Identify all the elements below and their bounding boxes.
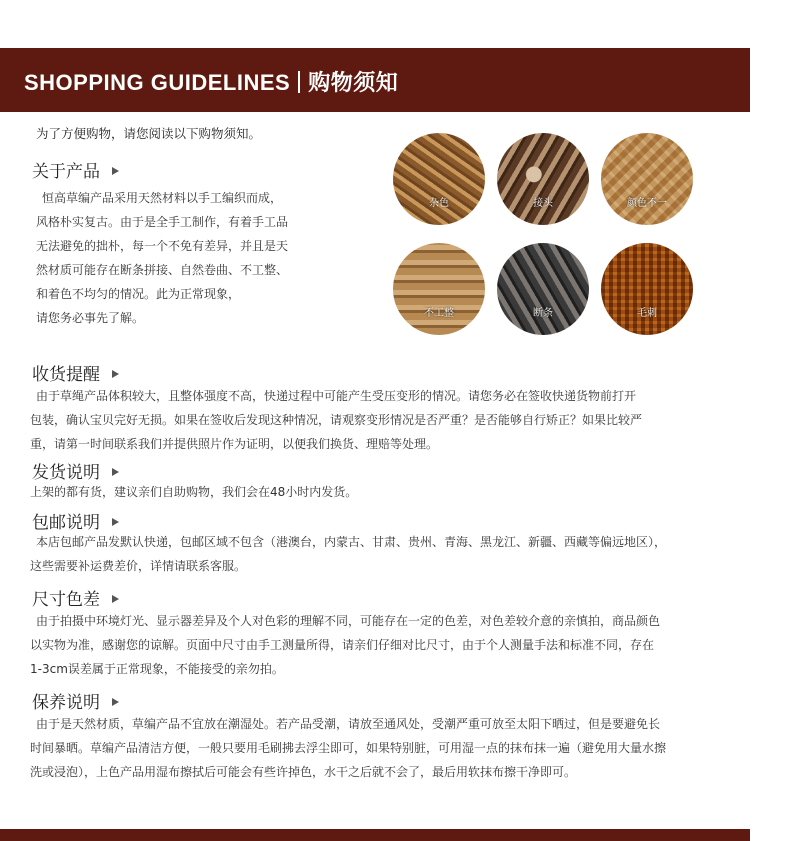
heading-receiving-label: 收货提醒 [32,365,100,385]
thumbnail-label: 毛刺 [637,308,657,319]
receiving-paragraph [30,384,642,456]
arrow-right-icon [112,595,119,603]
receiving-line: 包装，确认宝贝完好无损。如果在签收后发现这种情况，请观察变形情况是否严重？是否能够自行矫正？如果比较严 [30,413,643,427]
care-paragraph [30,712,666,784]
footer-bar [0,829,750,841]
heading-care-label: 保养说明 [32,693,100,713]
thumbnail-uneven-color [601,133,693,225]
about-line: 无法避免的拙朴，每一个不免有差异，并且是天 [36,239,289,253]
heading-about [32,157,119,182]
size-color-paragraph [30,609,660,681]
thumbnail-joint [497,133,589,225]
shipping-line: 上架的都有货，建议亲们自助购物，我们会在48小时内发货。 [30,485,358,499]
arrow-right-icon [112,468,119,476]
about-line: 风格朴实复古。由于是全手工制作，有着手工品 [36,215,289,229]
thumbnail-broken-strand [497,243,589,335]
header-banner [0,48,750,112]
about-line: 然材质可能存在断条拼接、自然卷曲、不工整、 [36,263,289,277]
size-color-line: 1-3cm误差属于正常现象，不能接受的亲勿拍。 [30,662,284,676]
banner-divider [298,71,300,93]
free-shipping-paragraph [30,530,666,578]
size-color-line: 由于拍摄中环境灯光、显示器差异及个人对色彩的理解不同，可能存在一定的色差，对色差较介意的亲慎拍，商品颜色 [36,614,661,628]
heading-about-label: 关于产品 [32,162,100,182]
care-line: 由于是天然材质，草编产品不宜放在潮湿处。若产品受潮，请放至通风处，受潮严重可放至太阳下晒过，但是要避免长 [36,717,661,731]
size-color-line: 以实物为准，感谢您的谅解。页面中尺寸由手工测量所得，请亲们仔细对比尺寸，由于个人测量手法和标准不同，存在 [30,638,655,652]
thumbnail-label: 不工整 [424,308,454,319]
arrow-right-icon [112,167,119,175]
about-paragraph [36,186,288,330]
thumbnail-label: 颜色不一 [627,198,667,209]
thumbnail-irregular [393,243,485,335]
thumbnail-burr [601,243,693,335]
banner-title [24,66,398,97]
arrow-right-icon [112,518,119,526]
arrow-right-icon [112,370,119,378]
receiving-line: 由于草绳产品体积较大，且整体强度不高，快递过程中可能产生受压变形的情况。请您务必在签收快递货物前打开 [36,389,637,403]
heading-free-shipping-label: 包邮说明 [32,513,100,533]
intro-text: 为了方便购物，请您阅读以下购物须知。 [36,126,262,141]
free-shipping-line: 本店包邮产品发默认快递，包邮区域不包含（港澳台，内蒙古、甘肃、贵州、青海、黑龙江、新疆、西藏等偏远地区）， [36,535,667,549]
about-line: 请您务必事先了解。 [36,311,145,325]
thumbnail-mixed-color [393,133,485,225]
care-line: 洗或浸泡），上色产品用湿布擦拭后可能会有些许掉色，水干之后就不会了，最后用软抹布擦干净即可。 [30,765,577,779]
thumbnail-label: 杂色 [429,198,449,209]
heading-size-color [32,585,119,610]
shipping-paragraph [30,480,357,504]
arrow-right-icon [112,698,119,706]
heading-size-color-label: 尺寸色差 [32,590,100,610]
free-shipping-line: 这些需要补运费差价，详情请联系客服。 [30,559,247,573]
heading-care [32,688,119,713]
heading-receiving [32,360,119,385]
banner-title-en: SHOPPING GUIDELINES [24,70,291,95]
thumbnail-label: 断条 [533,308,553,319]
receiving-line: 重，请第一时间联系我们并提供照片作为证明，以便我们换货、理赔等处理。 [30,437,439,451]
thumbnail-label: 接头 [533,198,553,209]
about-line: 恒高草编产品采用天然材料以手工编织而成， [42,191,283,205]
care-line: 时间暴晒。草编产品清洁方便，一般只要用毛刷拂去浮尘即可，如果特别脏，可用湿一点的抹布抹一遍（避免用大量水擦 [30,741,667,755]
banner-title-cn: 购物须知 [308,70,399,95]
heading-shipping-label: 发货说明 [32,463,100,483]
about-line: 和着色不均匀的情况。此为正常现象， [36,287,241,301]
